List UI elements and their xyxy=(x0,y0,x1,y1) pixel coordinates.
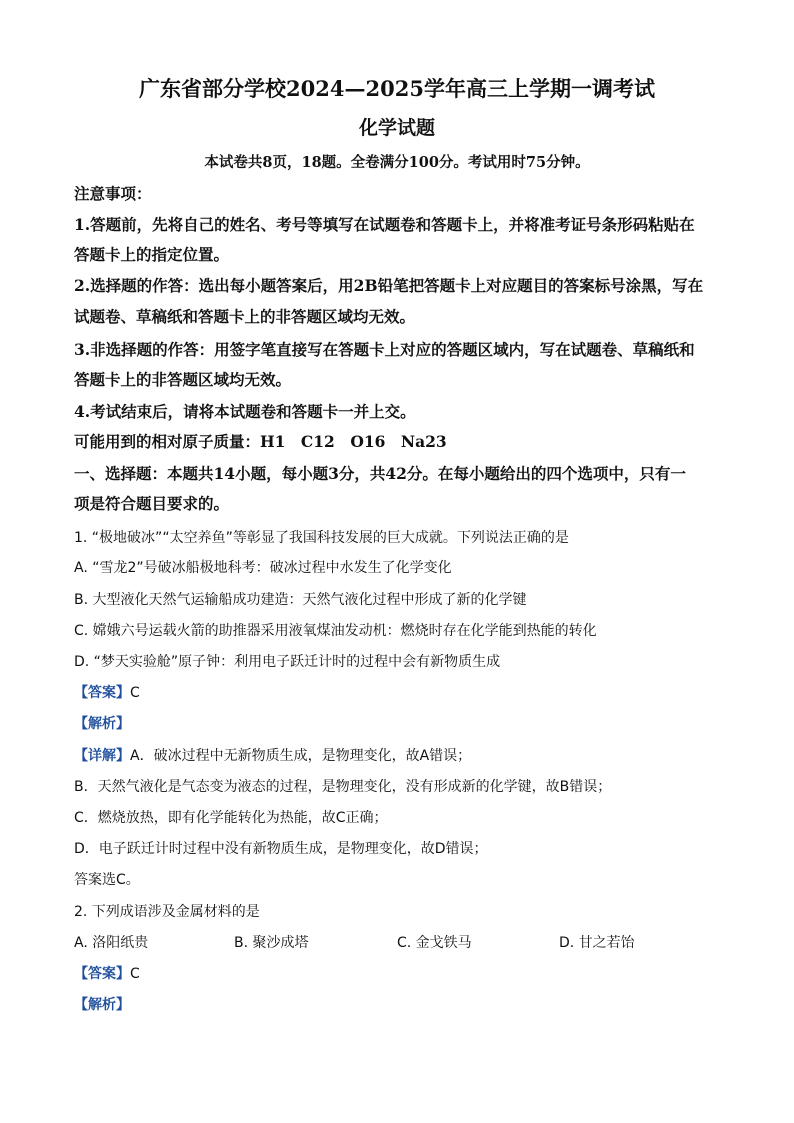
q2-option-c: C. 金戈铁马 xyxy=(397,935,472,951)
answer-tag: 【答案】 xyxy=(74,685,130,701)
q2-option-b: B. 聚沙成塔 xyxy=(234,935,309,951)
note-1-line-1: 1.答题前，先将自己的姓名、考号等填写在试题卷和答题卡上，并将准考证号条形码粘贴在 xyxy=(74,215,695,234)
q2-option-d: D. 甘之若饴 xyxy=(559,935,635,951)
detail-text-a: A．破冰过程中无新物质生成，是物理变化，故A错误； xyxy=(130,748,472,764)
exam-info: 本试卷共8页，18题。全卷满分100分。考试用时75分钟。 xyxy=(204,154,590,171)
q1-detail-b: B．天然气液化是气态变为液态的过程，是物理变化，没有形成新的化学键，故B错误； xyxy=(74,779,612,795)
q2-stem: 2. 下列成语涉及金属材料的是 xyxy=(74,904,260,920)
exam-title: 广东省部分学校2024—2025学年高三上学期一调考试 xyxy=(139,76,655,101)
note-3-line-2: 答题卡上的非答题区域均无效。 xyxy=(74,370,292,389)
answer-value: C xyxy=(130,685,140,701)
section-heading-line-1: 一、选择题：本题共14小题，每小题3分，共42分。在每小题给出的四个选项中，只有一 xyxy=(74,464,686,483)
note-1-line-2: 答题卡上的指定位置。 xyxy=(74,245,230,264)
analysis-tag: 【解析】 xyxy=(74,716,130,732)
q1-option-d: D. “梦天实验舱”原子钟：利用电子跃迁计时的过程中会有新物质生成 xyxy=(74,654,501,670)
q2-option-a: A. 洛阳纸贵 xyxy=(74,935,149,951)
q1-detail-c: C．燃烧放热，即有化学能转化为热能，故C正确； xyxy=(74,810,388,826)
q1-conclusion: 答案选C。 xyxy=(74,872,140,888)
atomic-masses: 可能用到的相对原子质量：H1 C12 O16 Na23 xyxy=(74,432,447,451)
note-3-line-1: 3.非选择题的作答：用签字笔直接写在答题卡上对应的答题区域内，写在试题卷、草稿纸和 xyxy=(74,340,695,359)
analysis-tag: 【解析】 xyxy=(74,997,130,1013)
q1-option-b: B. 大型液化天然气运输船成功建造：天然气液化过程中形成了新的化学键 xyxy=(74,592,527,608)
q2-answer xyxy=(74,963,140,983)
note-2-line-1: 2.选择题的作答：选出每小题答案后，用2B铅笔把答题卡上对应题目的答案标号涂黑，写在 xyxy=(74,276,704,295)
note-2-line-2: 试题卷、草稿纸和答题卡上的非答题区域均无效。 xyxy=(74,307,416,326)
detail-tag: 【详解】 xyxy=(74,748,130,764)
exam-subtitle: 化学试题 xyxy=(358,117,435,139)
q2-analysis xyxy=(74,994,130,1014)
answer-value: C xyxy=(130,966,140,982)
notes-heading: 注意事项： xyxy=(74,184,152,203)
q1-option-a: A. “雪龙2”号破冰船极地科考：破冰过程中水发生了化学变化 xyxy=(74,560,452,576)
answer-tag: 【答案】 xyxy=(74,966,130,982)
q1-option-c: C. 嫦娥六号运载火箭的助推器采用液氧煤油发动机：燃烧时存在化学能到热能的转化 xyxy=(74,623,597,639)
q1-detail-a xyxy=(74,745,471,765)
q1-detail-d: D．电子跃迁计时过程中没有新物质生成，是物理变化，故D错误； xyxy=(74,841,488,857)
q1-stem: 1. “极地破冰”“太空养鱼”等彰显了我国科技发展的巨大成就。下列说法正确的是 xyxy=(74,530,569,546)
q1-analysis xyxy=(74,713,130,733)
section-heading-line-2: 项是符合题目要求的。 xyxy=(74,494,230,513)
q1-answer xyxy=(74,682,140,702)
note-4: 4.考试结束后，请将本试题卷和答题卡一并上交。 xyxy=(74,402,416,421)
